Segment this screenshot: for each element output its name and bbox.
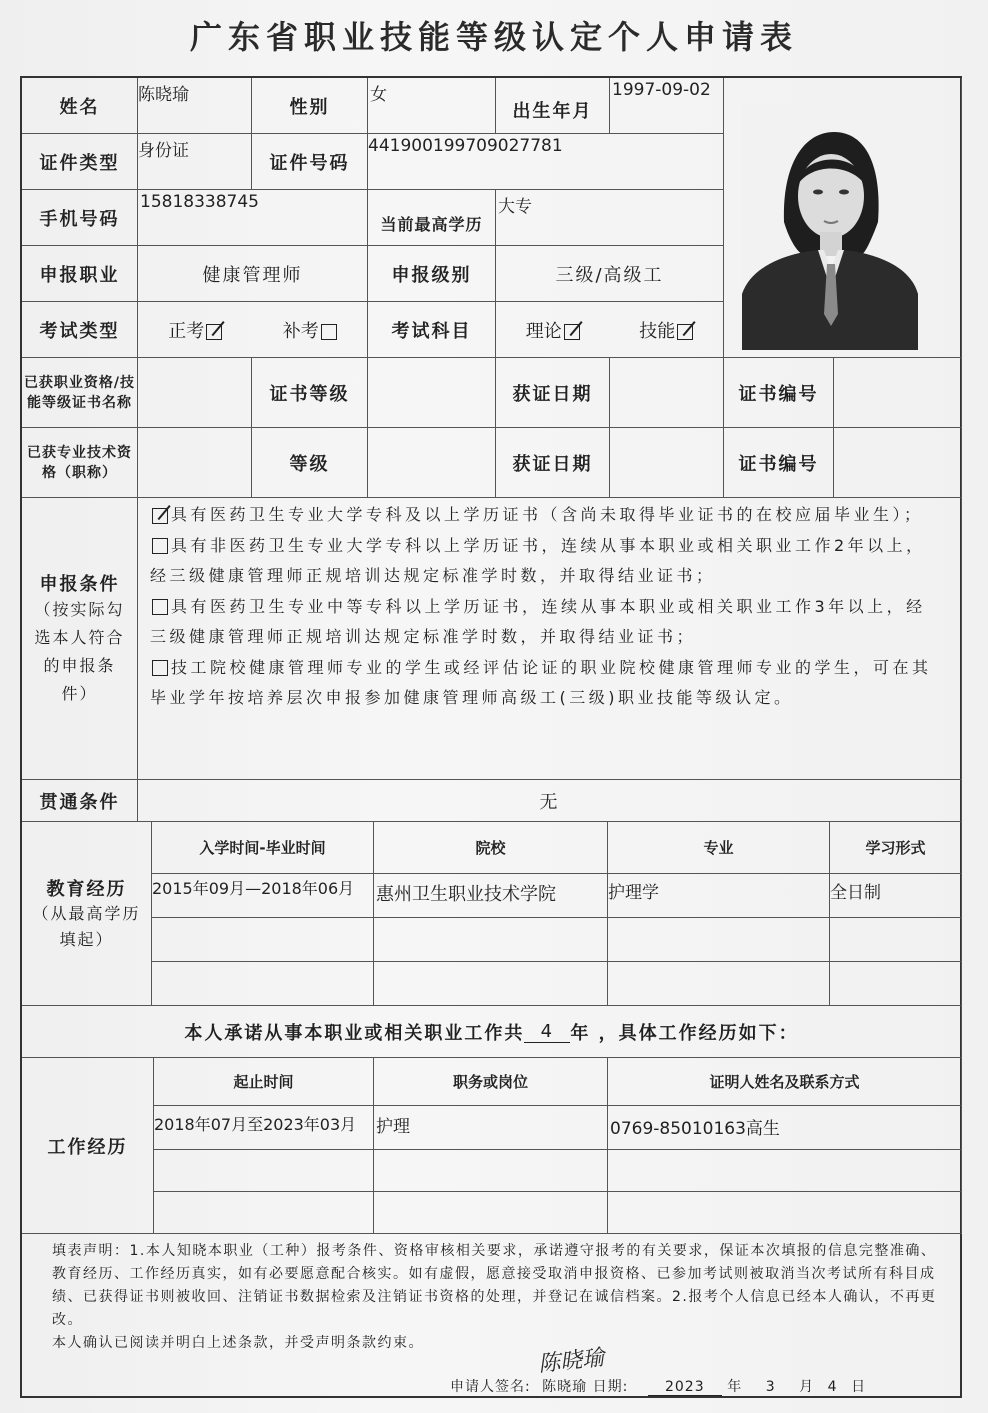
edu-header-school: 院校 [374,822,608,874]
id-no-cell [368,134,724,190]
condition-item[interactable] [150,653,940,714]
work-header-period: 起止时间 [154,1058,374,1106]
table-cell [608,1106,962,1150]
education-label-cell [22,822,152,1006]
condition-3-text: 具有医药卫生专业中等专科以上学历证书，连续从事本职业或相关职业工作3年以上，经三级健康管理师正规培训达规定标准学时数，并取得结业证书； [150,596,926,646]
job-value: 健康管理师 [138,246,368,302]
sign-name: 陈晓瑜 [542,1379,588,1395]
birth-value: 1997-09-02 [612,80,711,100]
date-label: 日期: [592,1379,629,1395]
through-value: 无 [138,780,962,822]
name-label: 姓名 [22,78,138,134]
sign-label: 申请人签名: [450,1379,531,1395]
theory-checkbox-checked[interactable] [564,324,580,340]
conditions-sublabel: （按实际勾选本人符合的申报条件） [34,599,125,703]
commitment-years: 4 [524,1021,570,1043]
table-cell [830,918,962,962]
cert-date-label: 获证日期 [496,358,610,428]
theory-text: 理论 [525,320,562,342]
table-row [154,1106,374,1150]
table-cell [374,962,608,1006]
table-row [152,918,374,962]
table-row [154,1192,374,1234]
table-cell [608,874,830,918]
skill-text: 技能 [639,320,676,342]
condition-item[interactable] [150,531,940,592]
condition-4-checkbox[interactable] [152,660,168,676]
condition-4-text: 技工院校健康管理师专业的学生或经评估论证的职业院校健康管理师专业的学生，可在其毕业学年按培养层次申报参加健康管理师高级工(三级)职业技能等级认定。 [150,657,932,707]
table-cell [374,1150,608,1192]
table-cell [608,1150,962,1192]
declaration-confirm: 本人确认已阅读并明白上述条款，并受声明条款约束。 [52,1335,424,1351]
makeup-exam-text: 补考 [282,320,319,342]
edu-form-value: 全日制 [830,883,881,903]
commitment-prefix: 本人承诺从事本职业或相关职业工作共 [184,1022,525,1044]
edu-header-major: 专业 [608,822,830,874]
id-type-label: 证件类型 [22,134,138,190]
table-cell [830,874,962,918]
grade-label: 等级 [252,428,368,498]
cert-level-label: 证书等级 [252,358,368,428]
subject-label: 考试科目 [368,302,496,358]
commitment-suffix: 年 ，具体工作经历如下： [570,1022,799,1044]
condition-2-checkbox[interactable] [152,538,168,554]
condition-2-text: 具有非医药卫生专业大学专科以上学历证书，连续从事本职业或相关职业工作2年以上，经三级健康管理师正规培训达规定标准学时数，并取得结业证书； [150,535,926,585]
condition-1-text: 具有医药卫生专业大学专科及以上学历证书（含尚未取得毕业证书的在校应届毕业生）； [171,505,924,524]
title-date-label: 获证日期 [496,428,610,498]
makeup-exam-checkbox[interactable] [321,324,337,340]
declaration [52,1240,947,1355]
exam-type-label: 考试类型 [22,302,138,358]
work-position-value: 护理 [376,1117,410,1137]
condition-item[interactable] [150,500,940,531]
level-label: 申报级别 [368,246,496,302]
title-cert-no-value [834,428,962,498]
sign-year: 2023 [648,1379,722,1396]
edu-school-value: 惠州卫生职业技术学院 [376,884,556,905]
phone-cell [138,190,368,246]
application-form [20,76,962,1398]
subject-cell [496,302,724,358]
makeup-exam-option[interactable] [283,317,337,343]
edu-cell [496,190,724,246]
cert-no-value [834,358,962,428]
edu-major-value: 护理学 [608,883,659,903]
table-row [154,1150,374,1192]
signature-line [450,1376,866,1396]
gender-cell [368,78,496,134]
work-witness-value: 0769-85010163高生 [610,1119,780,1139]
birth-cell [610,78,724,134]
cert-date-value [610,358,724,428]
normal-exam-text: 正考 [168,320,205,342]
declaration-text: 填表声明：1.本人知晓本职业（工种）报考条件、资格审核相关要求，承诺遵守报考的有关要求，保证本次填报的信息完整准确、教育经历、工作经历真实，如有必要愿意配合核实。如有虚假，愿意接受取消申报资格、已参加考试则被取消当次考试所有科目成绩、已获得证书则被收回、注销证书数据检索及注销证书资格的处理，并登记在诚信档案。2.报考个人信息已经本人确认，不再更改。 [52,1243,937,1328]
table-cell [374,1192,608,1234]
table-row [152,962,374,1006]
theory-option[interactable] [526,317,580,343]
conditions-label-cell [22,498,138,780]
table-cell [374,874,608,918]
title-date-value [610,428,724,498]
cert-no-label: 证书编号 [724,358,834,428]
birth-label: 出生年月 [496,78,610,134]
edu-header-period: 入学时间-毕业时间 [152,822,374,874]
table-cell [608,962,830,1006]
gender-value: 女 [370,85,387,105]
work-header-witness: 证明人姓名及联系方式 [608,1058,962,1106]
condition-item[interactable] [150,592,940,653]
gender-label: 性别 [252,78,368,134]
title-cert-value [138,428,252,498]
photo-cell [724,78,962,358]
day-unit: 日 [851,1379,867,1395]
conditions-label: 申报条件 [39,573,120,595]
table-cell [374,918,608,962]
id-no-label: 证件号码 [252,134,368,190]
work-period-value: 2018年07月至2023年03月 [154,1115,357,1134]
skill-checkbox-checked[interactable] [677,324,693,340]
table-cell [608,918,830,962]
cert-name-label: 已获职业资格/技能等级证书名称 [22,358,138,428]
work-header-position: 职务或岗位 [374,1058,608,1106]
year-unit: 年 [727,1379,743,1395]
phone-label: 手机号码 [22,190,138,246]
commitment-line [22,1006,962,1058]
edu-period-value: 2015年09月—2018年06月 [152,879,355,898]
month-unit: 月 [799,1379,815,1395]
condition-1-checkbox-checked[interactable] [152,508,168,524]
id-type-cell [138,134,252,190]
id-no-value: 441900199709027781 [368,136,563,156]
cert-name-value [138,358,252,428]
sign-day: 4 [827,1379,838,1395]
through-label: 贯通条件 [22,780,138,822]
handwritten-signature: 陈晓瑜 [537,1345,606,1378]
skill-option[interactable] [639,317,693,343]
condition-3-checkbox[interactable] [152,599,168,615]
edu-label: 当前最高学历 [368,190,496,246]
grade-value [368,428,496,498]
level-value: 三级/高级工 [496,246,724,302]
edu-value: 大专 [498,197,532,217]
education-sublabel: （从最高学历填起） [32,903,141,949]
phone-value: 15818338745 [140,192,259,212]
title-cert-label: 已获专业技术资格（职称） [22,428,138,498]
education-label: 教育经历 [46,878,127,900]
work-label: 工作经历 [22,1058,154,1234]
id-type-value: 身份证 [138,141,189,161]
normal-exam-checkbox-checked[interactable] [206,324,222,340]
applicant-photo [742,104,918,350]
table-row [152,874,374,918]
table-cell [830,962,962,1006]
edu-header-form: 学习形式 [830,822,962,874]
name-value: 陈晓瑜 [138,85,189,105]
table-cell [608,1192,962,1234]
form-title: 广东省职业技能等级认定个人申请表 [189,18,798,56]
job-label: 申报职业 [22,246,138,302]
normal-exam-option[interactable] [168,317,222,343]
name-cell [138,78,252,134]
conditions-list [150,500,940,714]
title-cert-no-label: 证书编号 [724,428,834,498]
cert-level-value [368,358,496,428]
table-cell [374,1106,608,1150]
exam-type-cell [138,302,368,358]
sign-month: 3 [765,1379,776,1395]
